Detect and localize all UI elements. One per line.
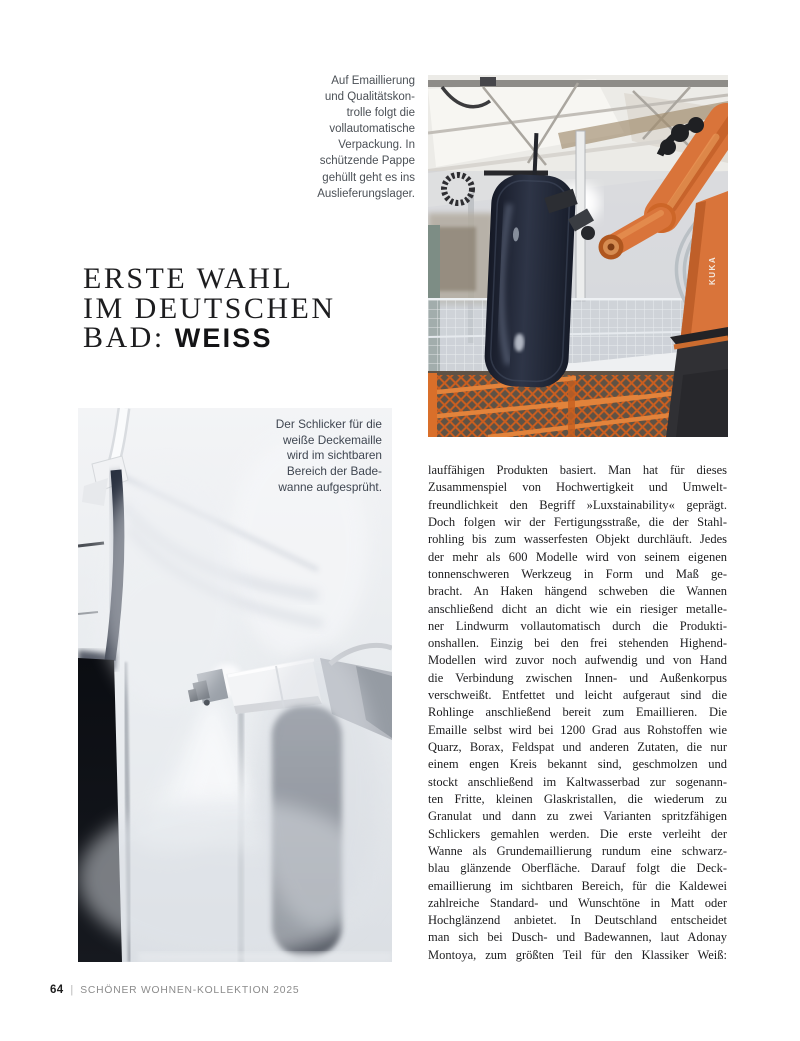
article-line: Rohlinge anschließend bereit zum Emaillieren. Die [428, 705, 727, 720]
caption-line: trolle folgt die [346, 107, 415, 120]
robot-photo-illustration [428, 75, 728, 437]
article-line: rohling bis zum wasserfesten Objekt durchläuft. Jedes [428, 532, 727, 547]
headline-line1: ERSTE WAHL [83, 262, 294, 295]
caption-line: Verpackung. In [338, 139, 415, 152]
article-line: tonnenschweren Werkzeug in Form und Maß ge- [428, 566, 727, 581]
caption-line: und Qualitätskon- [324, 91, 415, 104]
article-line: man sich bei Dusch- und Badewannen, laut Adonay [428, 930, 727, 945]
caption-line: weiße Deckemaille [283, 432, 382, 447]
article-line: ten Fritte, kleinen Glaskristallen, die wiederum zu [428, 791, 727, 806]
article-line: stockt anschließend im Kaltwasserbad zur sogenann- [428, 774, 727, 789]
caption-packaging [300, 73, 415, 202]
caption-line: Auslieferungslager. [317, 187, 415, 200]
headline-line3-bold: WEISS [174, 323, 273, 353]
article-body [428, 462, 727, 964]
article-line: Quarz, Borax, Feldspat und anderen Zutaten, die nur [428, 740, 727, 754]
article-line: Doch folgen wir der Fertigungsstraße, die der Stahl- [428, 514, 727, 529]
robot-bathtub-photo [428, 75, 728, 437]
article-line: onshallen. Einzig bei den frei stehenden Highend- [428, 636, 727, 651]
article-line: der mehr als 600 Modelle wird von seinem eigenen [428, 549, 727, 564]
article-line: freundlichkeit den Begriff »Luxstainability« geprägt. [428, 497, 727, 512]
headline-line3-regular: BAD: [83, 321, 175, 354]
page-title [83, 264, 336, 354]
headline-line2: IM DEUTSCHEN [83, 291, 336, 325]
article-line: lauffähigen Produkten basiert. Man hat für dieses [428, 463, 727, 477]
caption-line: gehüllt geht es ins [322, 171, 415, 184]
headline-line3 [83, 323, 336, 354]
spray-booth-photo [78, 408, 392, 962]
page-number: 64 [50, 984, 64, 996]
robot-brand-label: KUKA [708, 255, 717, 285]
caption-line: vollautomatische [329, 123, 415, 136]
page-footer [50, 984, 299, 996]
article-line: zahlreiche Standard- und Wunschtöne in Matt oder [428, 895, 727, 910]
caption-line: wird im sichtbaren [286, 448, 382, 463]
article-line: Wanne als Grundemaillierung rundum eine schwarz- [428, 843, 727, 858]
article-line: ner Lindwurm vollautomatisch durch die Produkti- [428, 618, 727, 633]
article-line: blau glänzende Oberfläche. Darauf folgt die Deck- [428, 861, 727, 876]
article-line: Schlickers gemahlen werden. Die erste verleiht der [428, 826, 727, 841]
article-line: Emaille selbst wird bei 1200 Grad aus Rohstoffen wie [428, 722, 727, 737]
caption-line: schützende Pappe [319, 155, 415, 168]
article-line: Modellen wird zuvor noch aufwendig und von Hand [428, 653, 727, 668]
caption-line: Auf Emaillierung [331, 75, 415, 87]
article-line: Hochglänzend anbietet. In Deutschland entscheidet [428, 913, 727, 928]
caption-line: Der Schlicker für die [275, 417, 382, 431]
article-line: Zusammenspiel von Hochwertigkeit und Umwelt- [428, 480, 727, 495]
article-line: verschweißt. Entfettet und leicht aufgeraut sind die [428, 688, 727, 703]
caption-line: wanne aufgesprüht. [278, 479, 382, 494]
caption-line: Bereich der Bade- [286, 464, 382, 479]
article-line: die Verbindung zwischen Innen- und Außenkorpus [428, 670, 727, 685]
article-line: Montoya, zum größten Teil für den Klassiker Weiß: [428, 947, 727, 962]
article-line: einem engen Kreis bekannt sind, geschmolzen und [428, 757, 727, 772]
footer-divider: | [70, 984, 74, 996]
article-line: bracht. An Haken hängend schweben die Wannen [428, 584, 727, 599]
article-line: Granulat und dann zu zwei Varianten spritzfähigen [428, 809, 727, 824]
article-line: anschließend dicht an dicht wie ein riesiger metalle- [428, 601, 727, 616]
article-line: emaillierung im sichtbaren Bereich, für die Kaldewei [428, 878, 727, 893]
caption-spray [270, 417, 382, 496]
magazine-name: SCHÖNER WOHNEN-KOLLEKTION 2025 [80, 985, 300, 996]
